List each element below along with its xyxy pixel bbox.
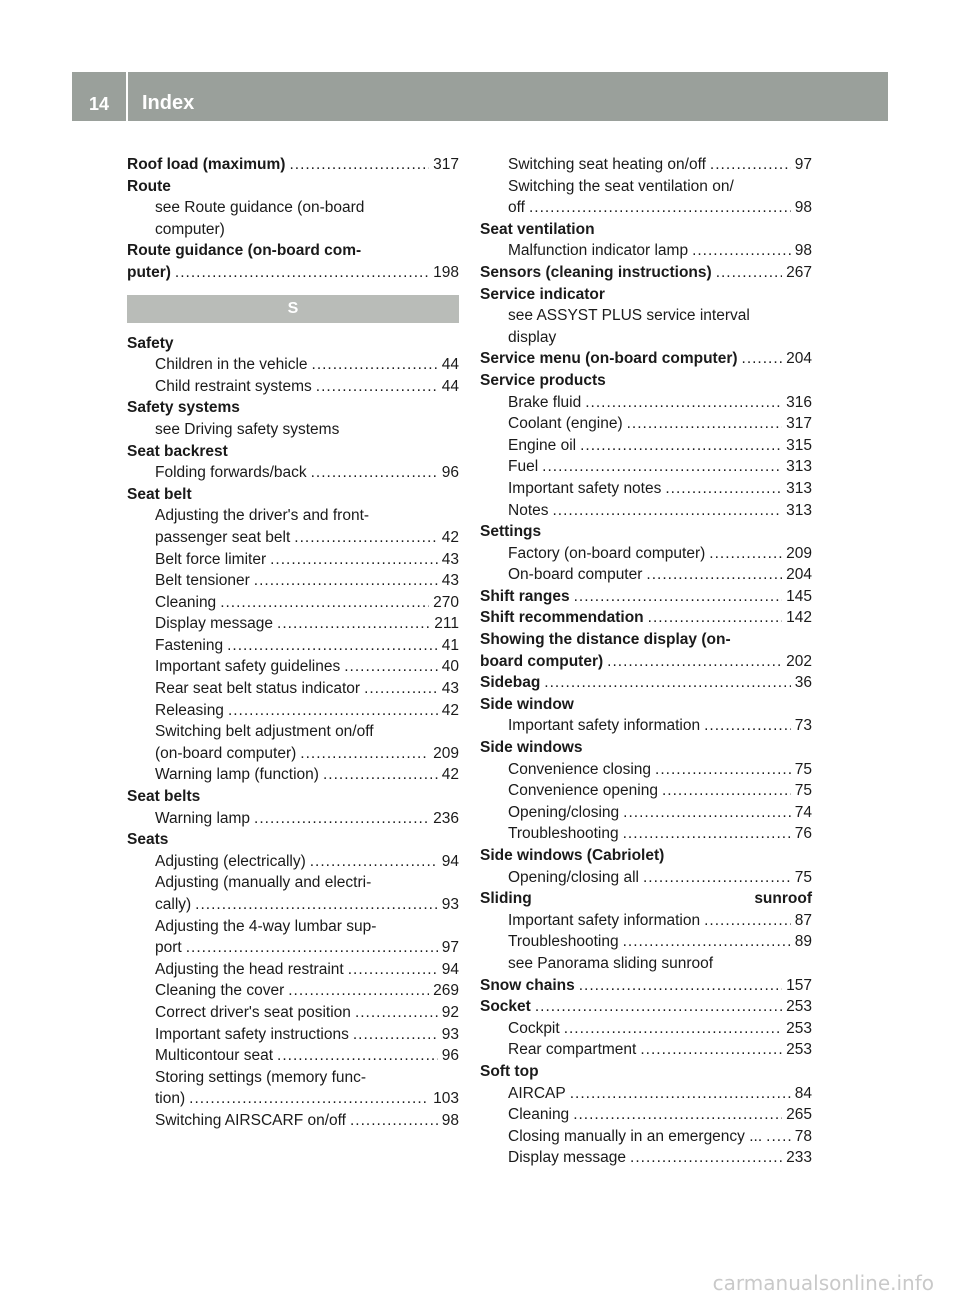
entry-text: Roof load (maximum) [127,156,286,173]
entry-text: Fuel [508,458,539,476]
page-reference: 76 [794,825,812,843]
index-heading: Side windows [480,739,583,757]
entry-text: Switching AIRSCARF on/off [155,1111,346,1129]
dot-leader [189,1088,429,1110]
index-subentry [127,613,459,635]
index-subentry-text: see Route guidance (on-board [155,199,365,217]
page-reference: 97 [794,156,812,173]
index-heading: Route [127,177,171,195]
page-reference: 98 [441,1111,459,1129]
page-reference: 93 [441,896,459,913]
dot-leader [710,154,791,176]
entry-text: AIRCAP [508,1084,566,1102]
entry-text: cally) [155,896,192,913]
index-subentry [127,1045,459,1067]
index-heading: Service products [480,371,606,389]
index-entry [480,348,812,370]
entry-text: Cleaning [155,593,217,611]
dot-leader [323,764,438,786]
index-subentry-text: see ASSYST PLUS service interval [508,307,750,325]
entry-text: Important safety information [508,717,701,735]
page-reference: 78 [794,1127,812,1145]
dot-leader [662,780,791,802]
entry-text: Belt force limiter [155,550,267,568]
dot-leader [655,759,791,781]
dot-leader [364,678,438,700]
index-subentry [480,1083,812,1105]
entry-text: Adjusting (electrically) [155,852,306,870]
index-column-right [480,154,812,1169]
index-heading: Seat ventilation [480,220,595,238]
page-reference: 43 [441,572,459,590]
index-subentry-text: Adjusting the driver's and front- [155,507,370,525]
page-reference: 209 [786,544,812,562]
page-reference: 87 [794,911,812,929]
index-heading: Safety systems [127,399,240,417]
dot-leader [254,570,438,592]
header-divider [126,72,128,121]
entry-text: Cleaning [508,1106,570,1124]
index-subentry [480,1039,812,1061]
dot-leader [300,743,429,765]
index-subentry [127,549,459,571]
entry-text: Folding forwards/back [155,464,307,482]
page-reference: 270 [433,593,459,611]
page-reference: 92 [441,1003,459,1021]
entry-text: Engine oil [508,436,577,454]
dot-leader [665,478,782,500]
entry-text: Important safety guidelines [155,658,341,676]
index-subentry [127,851,459,873]
entry-text: Shift ranges [480,587,570,605]
index-subentry [480,392,812,414]
index-subentry [480,802,812,824]
index-entry [480,975,812,997]
index-subentry [480,1018,812,1040]
index-subentry-text: Adjusting the 4-way lumbar sup- [155,917,377,935]
index-subentry-text: Storing settings (memory func- [155,1068,367,1086]
page-reference: 97 [441,939,459,957]
index-subentry [480,543,812,565]
page-reference: 253 [786,1041,812,1059]
page-header-bar [72,72,888,121]
entry-text: Service menu (on-board computer) [480,350,738,368]
page-reference: 94 [441,960,459,978]
index-subentry [127,527,459,549]
entry-text: Important safety notes [508,479,662,497]
watermark: carmanualsonline.info [712,1271,934,1295]
dot-leader [535,996,782,1018]
index-subentry [480,456,812,478]
dot-leader [288,980,429,1002]
dot-leader [228,700,438,722]
dot-leader [648,607,782,629]
entry-text: Shift recommendation [480,609,644,627]
index-subentry-text: see Panorama sliding sunroof [508,954,714,972]
index-subentry [127,635,459,657]
page-reference: 74 [794,803,812,821]
page-reference: 42 [441,528,459,546]
dot-leader [623,823,791,845]
index-subentry [127,894,459,916]
entry-text: Important safety instructions [155,1025,349,1043]
dot-leader [564,1018,782,1040]
entry-text: Troubleshooting [508,933,619,951]
dot-leader [643,867,791,889]
dot-leader [344,656,438,678]
index-subentry [480,435,812,457]
page-reference: 75 [794,760,812,778]
dot-leader [742,348,783,370]
index-subentry-text: Switching the seat ventilation on/ [508,177,734,195]
entry-text: Sensors (cleaning instructions) [480,263,712,281]
index-subentry [480,931,812,953]
index-heading: Settings [480,523,542,541]
page-reference: 204 [786,350,812,368]
entry-text: Important safety information [508,911,701,929]
dot-leader [312,354,438,376]
page-reference: 96 [441,1047,459,1065]
dot-leader [353,1024,438,1046]
dot-leader [350,1110,438,1132]
page-reference: 253 [786,1019,812,1037]
entry-text: Socket [480,998,531,1016]
heading-word: sunroof [754,890,812,908]
page-reference: 265 [786,1106,812,1124]
page-reference: 42 [441,701,459,719]
dot-leader [553,500,783,522]
entry-text: puter) [127,263,171,281]
page-reference: 73 [794,717,812,735]
index-subentry-text: computer) [155,220,225,238]
page-reference: 313 [786,479,812,497]
entry-text: Correct driver's seat position [155,1003,351,1021]
page-reference: 41 [441,636,459,654]
entry-text: Brake fluid [508,393,582,411]
entry-text: Factory (on-board computer) [508,544,706,562]
dot-leader [544,672,790,694]
section-letter: S [127,295,459,323]
index-heading [480,888,812,910]
page-reference: 145 [786,587,812,605]
page-reference: 157 [786,976,812,994]
entry-text: Adjusting the head restraint [155,960,344,978]
page-reference: 267 [786,263,812,281]
index-heading: Seat backrest [127,442,228,460]
index-subentry [127,592,459,614]
entry-text: Warning lamp (function) [155,766,319,784]
dot-leader [623,802,791,824]
page-reference: 269 [433,982,459,1000]
entry-text: Warning lamp [155,809,251,827]
page-reference: 316 [786,393,812,411]
dot-leader [766,1126,791,1148]
dot-leader [294,527,437,549]
dot-leader [573,1104,782,1126]
entry-text: passenger seat belt [155,528,291,546]
page-reference: 43 [441,550,459,568]
page-reference: 198 [433,263,459,281]
index-subentry [480,759,812,781]
dot-leader [355,1002,438,1024]
index-heading: Seat belt [127,485,192,503]
dot-leader [704,715,791,737]
dot-leader [254,808,429,830]
dot-leader [716,262,782,284]
entry-text: Fastening [155,636,224,654]
heading-word: Sliding [480,890,532,908]
entry-text: Troubleshooting [508,825,619,843]
page-title: Index [142,92,195,114]
page-reference: 36 [794,674,812,692]
index-subentry [480,154,812,176]
index-subentry-text: display [508,328,557,346]
dot-leader [570,1083,791,1105]
dot-leader [630,1147,782,1169]
dot-leader [277,613,430,635]
entry-text: Child restraint systems [155,377,312,395]
page-reference: 103 [433,1090,459,1108]
page-reference: 93 [441,1025,459,1043]
index-subentry [480,1104,812,1126]
page-reference: 142 [786,609,812,627]
dot-leader [574,586,783,608]
entry-text: Notes [508,501,549,519]
index-entry [480,262,812,284]
entry-text: Multicontour seat [155,1047,274,1065]
index-subentry [127,1024,459,1046]
page-reference: 44 [441,377,459,395]
page-reference: 317 [433,156,459,173]
dot-leader [227,635,438,657]
index-subentry [480,240,812,262]
page-reference: 313 [786,501,812,519]
index-entry [127,154,459,176]
index-subentry [127,743,459,765]
page-reference: 236 [433,809,459,827]
dot-leader [542,456,782,478]
index-subentry [127,764,459,786]
index-heading: Route guidance (on-board com- [127,242,362,260]
entry-text: Sidebag [480,674,541,692]
index-subentry [127,656,459,678]
page-reference: 209 [433,744,459,762]
index-subentry [127,462,459,484]
entry-text: tion) [155,1090,186,1108]
index-column-left [127,154,459,1132]
index-subentry [480,780,812,802]
index-subentry [127,980,459,1002]
entry-text: Malfunction indicator lamp [508,242,689,260]
index-entry [480,651,812,673]
index-subentry [480,715,812,737]
index-subentry [480,867,812,889]
index-subentry [127,1002,459,1024]
index-subentry [127,937,459,959]
page-reference: 44 [441,356,459,374]
index-subentry-text: see Driving safety systems [155,420,340,438]
page-reference: 84 [794,1084,812,1102]
dot-leader [316,376,438,398]
entry-text: Belt tensioner [155,572,250,590]
page-reference: 98 [794,199,812,217]
index-heading: Showing the distance display (on- [480,631,731,649]
page-reference: 96 [441,464,459,482]
dot-leader [704,910,791,932]
index-subentry [127,700,459,722]
page-reference: 98 [794,242,812,260]
entry-text: Cleaning the cover [155,982,285,1000]
page-reference: 317 [786,415,812,433]
index-heading: Seats [127,831,169,849]
index-entry [480,586,812,608]
index-subentry [480,823,812,845]
index-subentry [480,564,812,586]
entry-text: Convenience opening [508,782,658,800]
index-subentry [127,959,459,981]
page-reference: 43 [441,680,459,698]
page-reference: 40 [441,658,459,676]
entry-text: Releasing [155,701,224,719]
dot-leader [195,894,438,916]
index-subentry [480,1147,812,1169]
page-reference: 204 [786,566,812,584]
entry-text: Closing manually in an emergency ... [508,1127,763,1145]
entry-text: Opening/closing [508,803,620,821]
dot-leader [580,435,782,457]
page-reference: 233 [786,1149,812,1167]
entry-text: Coolant (engine) [508,415,623,433]
entry-text: off [508,199,525,217]
dot-leader [585,392,782,414]
page-reference: 315 [786,436,812,454]
entry-text: port [155,939,182,957]
dot-leader [646,564,782,586]
index-entry [480,996,812,1018]
dot-leader [270,549,438,571]
dot-leader [623,931,791,953]
entry-text: On-board computer [508,566,643,584]
index-entry [480,672,812,694]
dot-leader [579,975,782,997]
index-subentry [480,413,812,435]
dot-leader [186,937,438,959]
index-heading: Side windows (Cabriolet) [480,847,665,864]
entry-text: (on-board computer) [155,744,297,762]
index-entry [480,607,812,629]
page-reference: 75 [794,782,812,800]
index-heading: Service indicator [480,285,605,303]
entry-text: Children in the vehicle [155,356,308,374]
index-subentry [127,678,459,700]
entry-text: Display message [155,615,274,633]
index-subentry [480,1126,812,1148]
entry-text: Convenience closing [508,760,652,778]
page-reference: 313 [786,458,812,476]
index-heading: Seat belts [127,788,201,806]
entry-text: Rear compartment [508,1041,637,1059]
index-heading: Soft top [480,1062,539,1080]
page-reference: 202 [786,652,812,670]
index-subentry [480,478,812,500]
dot-leader [220,592,429,614]
entry-text: Opening/closing all [508,868,639,886]
page-reference: 211 [434,615,459,633]
dot-leader [627,413,783,435]
page-reference: 94 [441,852,459,870]
index-heading: Side window [480,695,574,713]
dot-leader [640,1039,782,1061]
dot-leader [277,1045,438,1067]
dot-leader [311,462,438,484]
page-reference: 89 [794,933,812,951]
index-entry [127,262,459,284]
dot-leader [709,543,782,565]
page-number: 14 [88,94,110,114]
index-subentry [127,570,459,592]
entry-text: Display message [508,1149,627,1167]
page-reference: 42 [441,766,459,784]
index-subentry [127,1110,459,1132]
index-subentry [127,354,459,376]
dot-leader [289,154,429,176]
index-subentry [480,910,812,932]
entry-text: Cockpit [508,1019,560,1037]
index-subentry-text: Adjusting (manually and electri- [155,874,372,892]
entry-text: board computer) [480,652,604,670]
index-subentry [127,808,459,830]
index-heading: Safety [127,334,174,352]
index-subentry [127,1088,459,1110]
dot-leader [310,851,438,873]
index-subentry [480,197,812,219]
dot-leader [607,651,782,673]
dot-leader [692,240,791,262]
entry-text: Rear seat belt status indicator [155,680,361,698]
page-reference: 75 [794,868,812,886]
entry-text: Snow chains [480,976,575,994]
index-subentry [127,376,459,398]
index-subentry [480,500,812,522]
page-reference: 253 [786,998,812,1016]
dot-leader [529,197,791,219]
dot-leader [175,262,429,284]
entry-text: Switching seat heating on/off [508,156,706,173]
index-subentry-text: Switching belt adjustment on/off [155,723,374,741]
dot-leader [348,959,438,981]
